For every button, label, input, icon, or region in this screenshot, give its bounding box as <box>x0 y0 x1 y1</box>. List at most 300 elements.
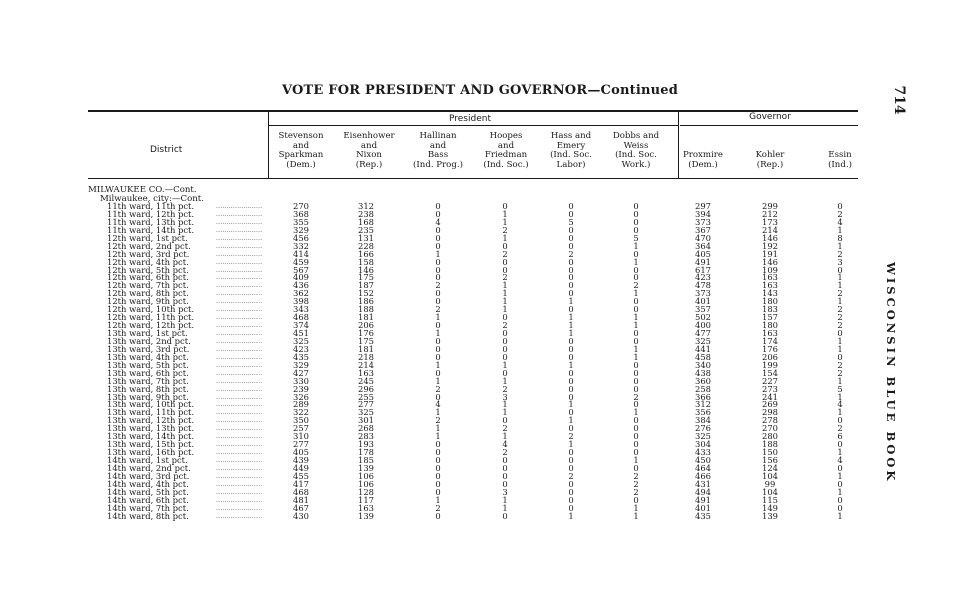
vote-count: 1 <box>633 288 639 299</box>
vote-count: 174 <box>762 335 778 346</box>
vote-count: 0 <box>435 486 441 497</box>
dot-leader: ...................... <box>216 203 263 210</box>
vote-count: 0 <box>502 343 508 354</box>
vote-count: 158 <box>358 256 374 267</box>
vote-count: 238 <box>358 208 374 219</box>
vote-count: 0 <box>435 510 441 521</box>
vote-count: 0 <box>568 494 574 505</box>
vote-count: 193 <box>358 439 374 450</box>
vote-count: 0 <box>633 494 639 505</box>
vote-count: 117 <box>358 494 374 505</box>
vote-count: 459 <box>293 256 309 267</box>
vote-count: 0 <box>633 415 639 426</box>
vote-count: 188 <box>358 304 374 315</box>
district-name: 13th ward, 2nd pct. <box>107 335 191 346</box>
column-header-line: Hass and <box>550 131 592 141</box>
vote-count: 325 <box>695 335 711 346</box>
district-name: 13th ward, 13th pct. <box>107 423 195 434</box>
vote-count: 299 <box>762 201 778 211</box>
vote-count: 340 <box>695 359 711 370</box>
dot-leader: ...................... <box>216 250 263 258</box>
city-label: Milwaukee, city:—Cont. <box>100 193 204 204</box>
vote-count: 3 <box>502 486 508 497</box>
vote-count: 312 <box>695 399 711 410</box>
vote-count: 326 <box>293 391 309 402</box>
vote-count: 405 <box>293 447 309 458</box>
dot-leader: ...................... <box>216 330 263 337</box>
district-name: 14th ward, 7th pct. <box>107 502 189 513</box>
vote-count: 270 <box>293 201 309 211</box>
vote-count: 1 <box>502 288 508 299</box>
vote-count: 2 <box>633 470 639 481</box>
vote-count: 0 <box>502 201 508 211</box>
vote-count: 435 <box>695 510 711 521</box>
vote-count: 0 <box>435 391 441 402</box>
vote-count: 139 <box>358 510 374 521</box>
vote-count: 109 <box>762 264 778 275</box>
vote-count: 301 <box>358 415 374 426</box>
vote-count: 0 <box>633 431 639 442</box>
header-bottom-rule <box>88 178 858 179</box>
column-header <box>404 132 472 170</box>
vote-count: 0 <box>568 391 574 402</box>
vote-count: 4 <box>435 399 441 410</box>
vote-count: 191 <box>762 248 778 259</box>
vote-count: 258 <box>695 383 711 394</box>
vote-count: 0 <box>568 264 574 275</box>
vote-count: 1 <box>837 375 843 386</box>
vote-count: 368 <box>293 208 309 219</box>
district-name: 12th ward, 8th pct. <box>107 288 189 299</box>
district-name: 12th ward, 3rd pct. <box>107 248 190 259</box>
vote-count: 1 <box>633 351 639 362</box>
column-header-line: Labor) <box>556 159 586 170</box>
president-group-label: President <box>449 114 491 124</box>
vote-count: 131 <box>358 232 374 243</box>
vote-count: 0 <box>633 304 639 315</box>
vote-count: 1 <box>837 335 843 346</box>
district-name: 14th ward, 1st pct. <box>107 455 188 465</box>
vote-count: 1 <box>502 280 508 291</box>
vote-count: 1 <box>435 359 441 370</box>
dot-leader: ...................... <box>216 242 263 250</box>
vote-count: 0 <box>568 383 574 394</box>
vote-count: 168 <box>358 216 374 227</box>
vote-count: 0 <box>435 351 441 362</box>
vote-count: 0 <box>633 447 639 458</box>
vote-count: 0 <box>502 351 508 362</box>
vote-count: 357 <box>695 304 711 315</box>
vote-count: 0 <box>568 256 574 267</box>
page-number: 714 <box>891 85 907 115</box>
column-header-line: (Ind.) <box>828 159 852 170</box>
vote-count: 1 <box>837 391 843 402</box>
vote-count: 325 <box>293 335 309 346</box>
vote-count: 0 <box>568 478 574 489</box>
vote-count: 228 <box>358 240 374 251</box>
vote-count: 468 <box>293 486 309 497</box>
vote-count: 394 <box>695 208 711 219</box>
vote-count: 1 <box>435 494 441 505</box>
vote-count: 156 <box>762 455 778 465</box>
vote-count: 5 <box>837 383 843 394</box>
vote-count: 235 <box>358 224 374 235</box>
vote-count: 139 <box>358 462 374 473</box>
vote-count: 2 <box>502 272 508 283</box>
dot-leader: ...................... <box>216 512 263 520</box>
vote-count: 0 <box>837 264 843 275</box>
vote-count: 185 <box>358 455 374 465</box>
vote-count: 2 <box>435 304 441 315</box>
vote-count: 2 <box>837 248 843 259</box>
column-header-line: (Ind. Soc. <box>615 150 657 161</box>
vote-count: 477 <box>695 328 711 338</box>
county-label: MILWAUKEE CO.—Cont. <box>88 185 197 195</box>
column-header-line: (Dem.) <box>286 159 316 170</box>
vote-count: 0 <box>837 201 843 211</box>
vote-count: 2 <box>837 208 843 219</box>
vote-count: 2 <box>502 383 508 394</box>
vote-count: 277 <box>293 439 309 450</box>
vote-count: 1 <box>502 208 508 219</box>
vote-count: 212 <box>762 208 778 219</box>
dot-leader: ...................... <box>216 464 263 472</box>
vote-count: 128 <box>358 486 374 497</box>
vote-count: 436 <box>293 280 309 291</box>
vote-count: 146 <box>358 264 374 275</box>
column-header-line: Eisenhower <box>343 131 395 141</box>
vote-count: 163 <box>358 502 374 513</box>
column-header-line: and <box>497 140 515 151</box>
vote-count: 1 <box>837 470 843 481</box>
vote-count: 1 <box>837 272 843 283</box>
vote-count: 366 <box>695 391 711 402</box>
vote-count: 2 <box>435 415 441 426</box>
vote-count: 567 <box>293 264 309 275</box>
vote-count: 0 <box>502 455 508 465</box>
vote-count: 278 <box>762 415 778 426</box>
vote-count: 433 <box>695 447 711 458</box>
district-name: 12th ward, 9th pct. <box>107 296 189 307</box>
vote-count: 466 <box>695 470 711 481</box>
vote-count: 1 <box>502 359 508 370</box>
column-header <box>604 132 668 170</box>
dot-leader: ...................... <box>216 496 263 504</box>
vote-count: 0 <box>837 502 843 513</box>
vote-count: 181 <box>358 312 374 323</box>
district-name: 13th ward, 8th pct. <box>107 383 189 394</box>
vote-count: 146 <box>762 256 778 267</box>
column-header-line: and <box>429 140 447 151</box>
vote-count: 1 <box>502 407 508 418</box>
vote-count: 0 <box>435 224 441 235</box>
vote-count: 0 <box>502 470 508 481</box>
dot-leader: ...................... <box>216 457 263 464</box>
vote-count: 2 <box>502 248 508 259</box>
vote-count: 5 <box>568 216 574 227</box>
column-header-line: (Rep.) <box>756 159 784 170</box>
vote-count: 2 <box>837 367 843 378</box>
dot-leader: ...................... <box>216 337 263 345</box>
vote-count: 384 <box>695 415 711 426</box>
column-header-line: Work.) <box>621 159 651 170</box>
district-name: 13th ward, 1st pct. <box>107 328 188 338</box>
vote-count: 0 <box>633 328 639 338</box>
vote-count: 1 <box>435 248 441 259</box>
vote-count: 1 <box>837 224 843 235</box>
column-header-line: and <box>360 140 378 151</box>
vote-count: 0 <box>633 272 639 283</box>
vote-count: 0 <box>633 423 639 434</box>
column-header <box>672 151 734 170</box>
vote-count: 0 <box>435 335 441 346</box>
vote-count: 0 <box>568 462 574 473</box>
vote-count: 329 <box>293 359 309 370</box>
vote-count: 0 <box>633 248 639 259</box>
vote-count: 356 <box>695 407 711 418</box>
vote-count: 0 <box>435 201 441 211</box>
dot-leader: ...................... <box>216 472 263 480</box>
vote-count: 268 <box>358 423 374 434</box>
vote-count: 2 <box>633 391 639 402</box>
vote-count: 245 <box>358 375 374 386</box>
district-name: 13th ward, 14th pct. <box>107 431 195 442</box>
vote-count: 2 <box>633 280 639 291</box>
vote-count: 0 <box>568 423 574 434</box>
vote-count: 2 <box>502 447 508 458</box>
district-name: 12th ward, 6th pct. <box>107 272 189 283</box>
dot-leader: ...................... <box>216 258 263 266</box>
vote-count: 2 <box>502 320 508 331</box>
vote-count: 0 <box>435 462 441 473</box>
vote-count: 0 <box>568 455 574 465</box>
district-name: 11th ward, 12th pct. <box>107 208 195 219</box>
vote-count: 0 <box>502 328 508 338</box>
vote-count: 241 <box>762 391 778 402</box>
vote-count: 494 <box>695 486 711 497</box>
vote-count: 374 <box>293 320 309 331</box>
vote-count: 4 <box>435 216 441 227</box>
vote-count: 423 <box>293 343 309 354</box>
vote-count: 312 <box>358 201 374 211</box>
vote-count: 0 <box>435 320 441 331</box>
district-name: 13th ward, 16th pct. <box>107 447 195 458</box>
vote-count: 8 <box>837 232 843 243</box>
vote-count: 401 <box>695 502 711 513</box>
vote-count: 1 <box>568 510 574 521</box>
page-title: VOTE FOR PRESIDENT AND GOVERNOR—Continued <box>281 83 679 98</box>
dot-leader: ...................... <box>216 226 263 234</box>
dot-leader: ...................... <box>216 433 263 441</box>
district-name: 13th ward, 3rd pct. <box>107 343 190 354</box>
dot-leader: ...................... <box>216 401 263 409</box>
column-header-line: Emery <box>556 140 586 151</box>
column-header <box>336 132 402 170</box>
vote-count: 1 <box>435 312 441 323</box>
vote-count: 332 <box>293 240 309 251</box>
vote-count: 99 <box>764 478 776 489</box>
vote-count: 2 <box>502 224 508 235</box>
vote-count: 0 <box>568 335 574 346</box>
vote-count: 0 <box>568 407 574 418</box>
vote-count: 1 <box>568 320 574 331</box>
vote-count: 0 <box>568 447 574 458</box>
vote-count: 478 <box>695 280 711 291</box>
vote-count: 4 <box>502 439 508 450</box>
district-name: 13th ward, 9th pct. <box>107 391 189 402</box>
vote-count: 2 <box>837 423 843 434</box>
vote-count: 0 <box>502 415 508 426</box>
vote-count: 0 <box>633 224 639 235</box>
vote-count: 456 <box>293 232 309 243</box>
vote-count: 325 <box>695 431 711 442</box>
vote-count: 1 <box>633 502 639 513</box>
column-header-line: Dobbs and <box>612 131 660 141</box>
vote-count: 1 <box>568 359 574 370</box>
vote-count: 296 <box>358 383 374 394</box>
vote-count: 0 <box>633 216 639 227</box>
vote-count: 438 <box>695 367 711 378</box>
vote-count: 0 <box>568 208 574 219</box>
vote-count: 0 <box>633 264 639 275</box>
vote-count: 0 <box>633 296 639 307</box>
column-header <box>473 132 539 170</box>
dot-leader: ...................... <box>216 298 263 306</box>
vote-count: 269 <box>762 399 778 410</box>
vote-count: 0 <box>837 494 843 505</box>
vote-count: 430 <box>293 510 309 521</box>
vote-count: 0 <box>435 478 441 489</box>
vote-count: 451 <box>293 328 309 338</box>
vote-count: 276 <box>695 423 711 434</box>
vote-count: 277 <box>358 399 374 410</box>
column-header-line: Hallinan <box>419 131 457 141</box>
vote-count: 152 <box>358 288 374 299</box>
vote-count: 0 <box>502 478 508 489</box>
district-name: 12th ward, 2nd pct. <box>107 240 191 251</box>
district-name: 11th ward, 11th pct. <box>107 201 195 211</box>
vote-count: 1 <box>837 296 843 307</box>
district-name: 14th ward, 4th pct. <box>107 478 189 489</box>
dot-leader: ...................... <box>216 377 263 385</box>
vote-count: 0 <box>502 462 508 473</box>
vote-count: 149 <box>762 502 778 513</box>
column-header-line: Kohler <box>755 150 785 160</box>
column-header <box>540 132 602 170</box>
vote-count: 0 <box>568 367 574 378</box>
vote-count: 257 <box>293 423 309 434</box>
vote-count: 0 <box>837 462 843 473</box>
vote-count: 0 <box>435 439 441 450</box>
vote-count: 401 <box>695 296 711 307</box>
vote-count: 0 <box>568 280 574 291</box>
column-header-line: Proxmire <box>682 150 723 160</box>
vote-count: 0 <box>435 208 441 219</box>
vote-count: 0 <box>435 264 441 275</box>
vote-count: 150 <box>762 447 778 458</box>
vote-count: 1 <box>633 320 639 331</box>
vote-count: 239 <box>293 383 309 394</box>
district-name: 13th ward, 15th pct. <box>107 439 195 450</box>
vote-count: 1 <box>633 312 639 323</box>
vote-count: 1 <box>633 343 639 354</box>
district-name: 14th ward, 3rd pct. <box>107 470 190 481</box>
vote-count: 0 <box>568 486 574 497</box>
vote-count: 1 <box>568 439 574 450</box>
vote-count: 2 <box>435 280 441 291</box>
district-column-header: District <box>150 145 183 155</box>
vote-count: 106 <box>358 478 374 489</box>
vote-count: 298 <box>762 407 778 418</box>
column-header-line: Nixon <box>356 150 382 161</box>
vote-count: 449 <box>293 462 309 473</box>
vote-count: 1 <box>435 328 441 338</box>
dot-leader: ...................... <box>216 504 263 512</box>
vote-count: 417 <box>293 478 309 489</box>
vote-count: 1 <box>568 312 574 323</box>
vote-count: 0 <box>568 351 574 362</box>
vote-count: 491 <box>695 494 711 505</box>
vote-count: 1 <box>568 399 574 410</box>
vote-count: 1 <box>502 494 508 505</box>
vote-count: 1 <box>502 296 508 307</box>
vote-count: 0 <box>837 328 843 338</box>
column-header-line: (Ind. Prog.) <box>413 159 463 170</box>
vote-count: 0 <box>568 288 574 299</box>
vote-count: 6 <box>837 431 843 442</box>
vote-count: 467 <box>293 502 309 513</box>
vote-count: 1 <box>502 399 508 410</box>
vote-count: 0 <box>502 312 508 323</box>
column-header <box>740 151 800 170</box>
column-header <box>268 132 334 170</box>
vote-count: 400 <box>695 320 711 331</box>
district-name: 13th ward, 12th pct. <box>107 415 195 426</box>
vote-count: 310 <box>293 431 309 442</box>
vote-count: 178 <box>358 447 374 458</box>
vote-count: 180 <box>762 320 778 331</box>
district-name: 13th ward, 6th pct. <box>107 367 189 378</box>
vote-count: 2 <box>435 502 441 513</box>
dot-leader: ...................... <box>216 353 263 361</box>
vote-count: 1 <box>502 431 508 442</box>
vote-count: 1 <box>502 502 508 513</box>
vote-count: 1 <box>435 375 441 386</box>
vote-count: 502 <box>695 312 711 323</box>
vote-count: 199 <box>762 359 778 370</box>
vote-count: 163 <box>762 328 778 338</box>
vote-count: 1 <box>435 407 441 418</box>
column-header-line: Bass <box>427 150 449 161</box>
vote-count: 431 <box>695 478 711 489</box>
vote-count: 0 <box>435 343 441 354</box>
vote-count: 163 <box>762 280 778 291</box>
vote-count: 0 <box>633 367 639 378</box>
vote-count: 0 <box>633 201 639 211</box>
vote-count: 2 <box>568 431 574 442</box>
vote-count: 2 <box>633 478 639 489</box>
vote-count: 0 <box>837 439 843 450</box>
vote-count: 0 <box>502 240 508 251</box>
column-header-line: and <box>292 140 310 151</box>
vote-count: 1 <box>568 328 574 338</box>
vote-count: 0 <box>435 240 441 251</box>
vote-count: 455 <box>293 470 309 481</box>
column-header-line: Hoopes <box>489 131 523 141</box>
vote-count: 173 <box>762 216 778 227</box>
dot-leader: ...................... <box>216 480 263 488</box>
column-header-line: Stevenson <box>278 131 324 141</box>
